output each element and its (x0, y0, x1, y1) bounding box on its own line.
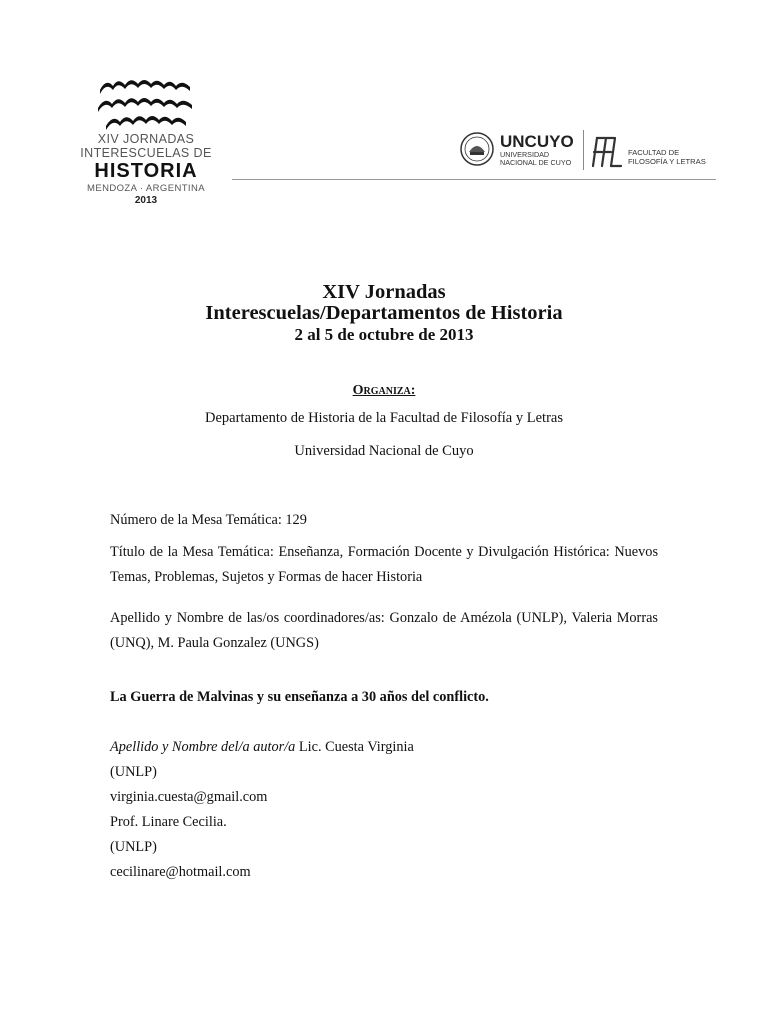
author1-email: virginia.cuesta@gmail.com (110, 789, 268, 805)
ffyl-line-2: FILOSOFÍA Y LETRAS (628, 156, 706, 166)
author2-name: Prof. Linare Cecilia. (110, 814, 227, 830)
author2-email: cecilinare@hotmail.com (110, 864, 251, 880)
mesa-title-value: Enseñanza, Formación Docente y Divulgación Histórica: Nuevos Temas, Problemas, Sujetos y Formas de hacer Historia (110, 544, 659, 585)
logo-line-1: XIV JORNADAS (97, 132, 195, 146)
coordinators-label: Apellido y Nombre de las/os coordinadores/as: (110, 610, 385, 626)
logo-separator (583, 130, 584, 170)
ffyl-monogram-icon (587, 132, 625, 170)
logo-historia: HISTORIA (94, 160, 198, 182)
author1-name: Lic. Cuesta Virginia (298, 739, 414, 755)
authors-block (110, 735, 658, 885)
logo-location: MENDOZA · ARGENTINA (87, 183, 205, 194)
mesa-number-label: Número de la Mesa Temática: (110, 512, 282, 528)
mesa-title-label: Título de la Mesa Temática: (110, 544, 274, 560)
uncuyo-wordmark: UNCUYO (500, 132, 574, 151)
author-line-1 (110, 735, 658, 760)
uncuyo-sub-2: NACIONAL DE CUYO (500, 158, 572, 167)
coordinators (110, 606, 658, 656)
uncuyo-subtitle (500, 151, 571, 167)
coordinators-value: Gonzalo de Amézola (UNLP), Valeria Morras (UNQ), M. Paula Gonzalez (UNGS) (110, 610, 658, 651)
paper-title: La Guerra de Malvinas y su enseñanza a 30 años del conflicto. (110, 689, 489, 705)
author1-institution: (UNLP) (110, 764, 157, 780)
mesa-number-value: 129 (285, 512, 307, 528)
mesa-number (110, 508, 658, 533)
title-line-2: Interescuelas/Departamentos de Historia (205, 302, 563, 324)
authors-label: Apellido y Nombre del/a autor/a (110, 739, 296, 755)
event-dates: 2 al 5 de octubre de 2013 (294, 325, 474, 344)
logo-line-2: INTERESCUELAS DE (80, 146, 212, 160)
waves-logo-icon (96, 74, 196, 132)
organizer-university: Universidad Nacional de Cuyo (294, 443, 474, 459)
title-line-1: XIV Jornadas (322, 281, 446, 303)
jornadas-logo (78, 74, 214, 206)
uncuyo-logo (460, 130, 720, 172)
organiza-label (0, 383, 768, 399)
uncuyo-sub-1: UNIVERSIDAD (500, 150, 550, 159)
header-divider (232, 179, 716, 180)
ffyl-line-1: FACULTAD DE (628, 148, 680, 157)
university-seal-icon (460, 132, 494, 166)
author2-institution: (UNLP) (110, 839, 157, 855)
organizer-department: Departamento de Historia de la Facultad de Filosofía y Letras (205, 410, 563, 426)
ffyl-text (628, 149, 706, 166)
organiza-text: Organiza: (352, 383, 416, 398)
logo-year: 2013 (134, 195, 158, 206)
mesa-title (110, 540, 658, 590)
